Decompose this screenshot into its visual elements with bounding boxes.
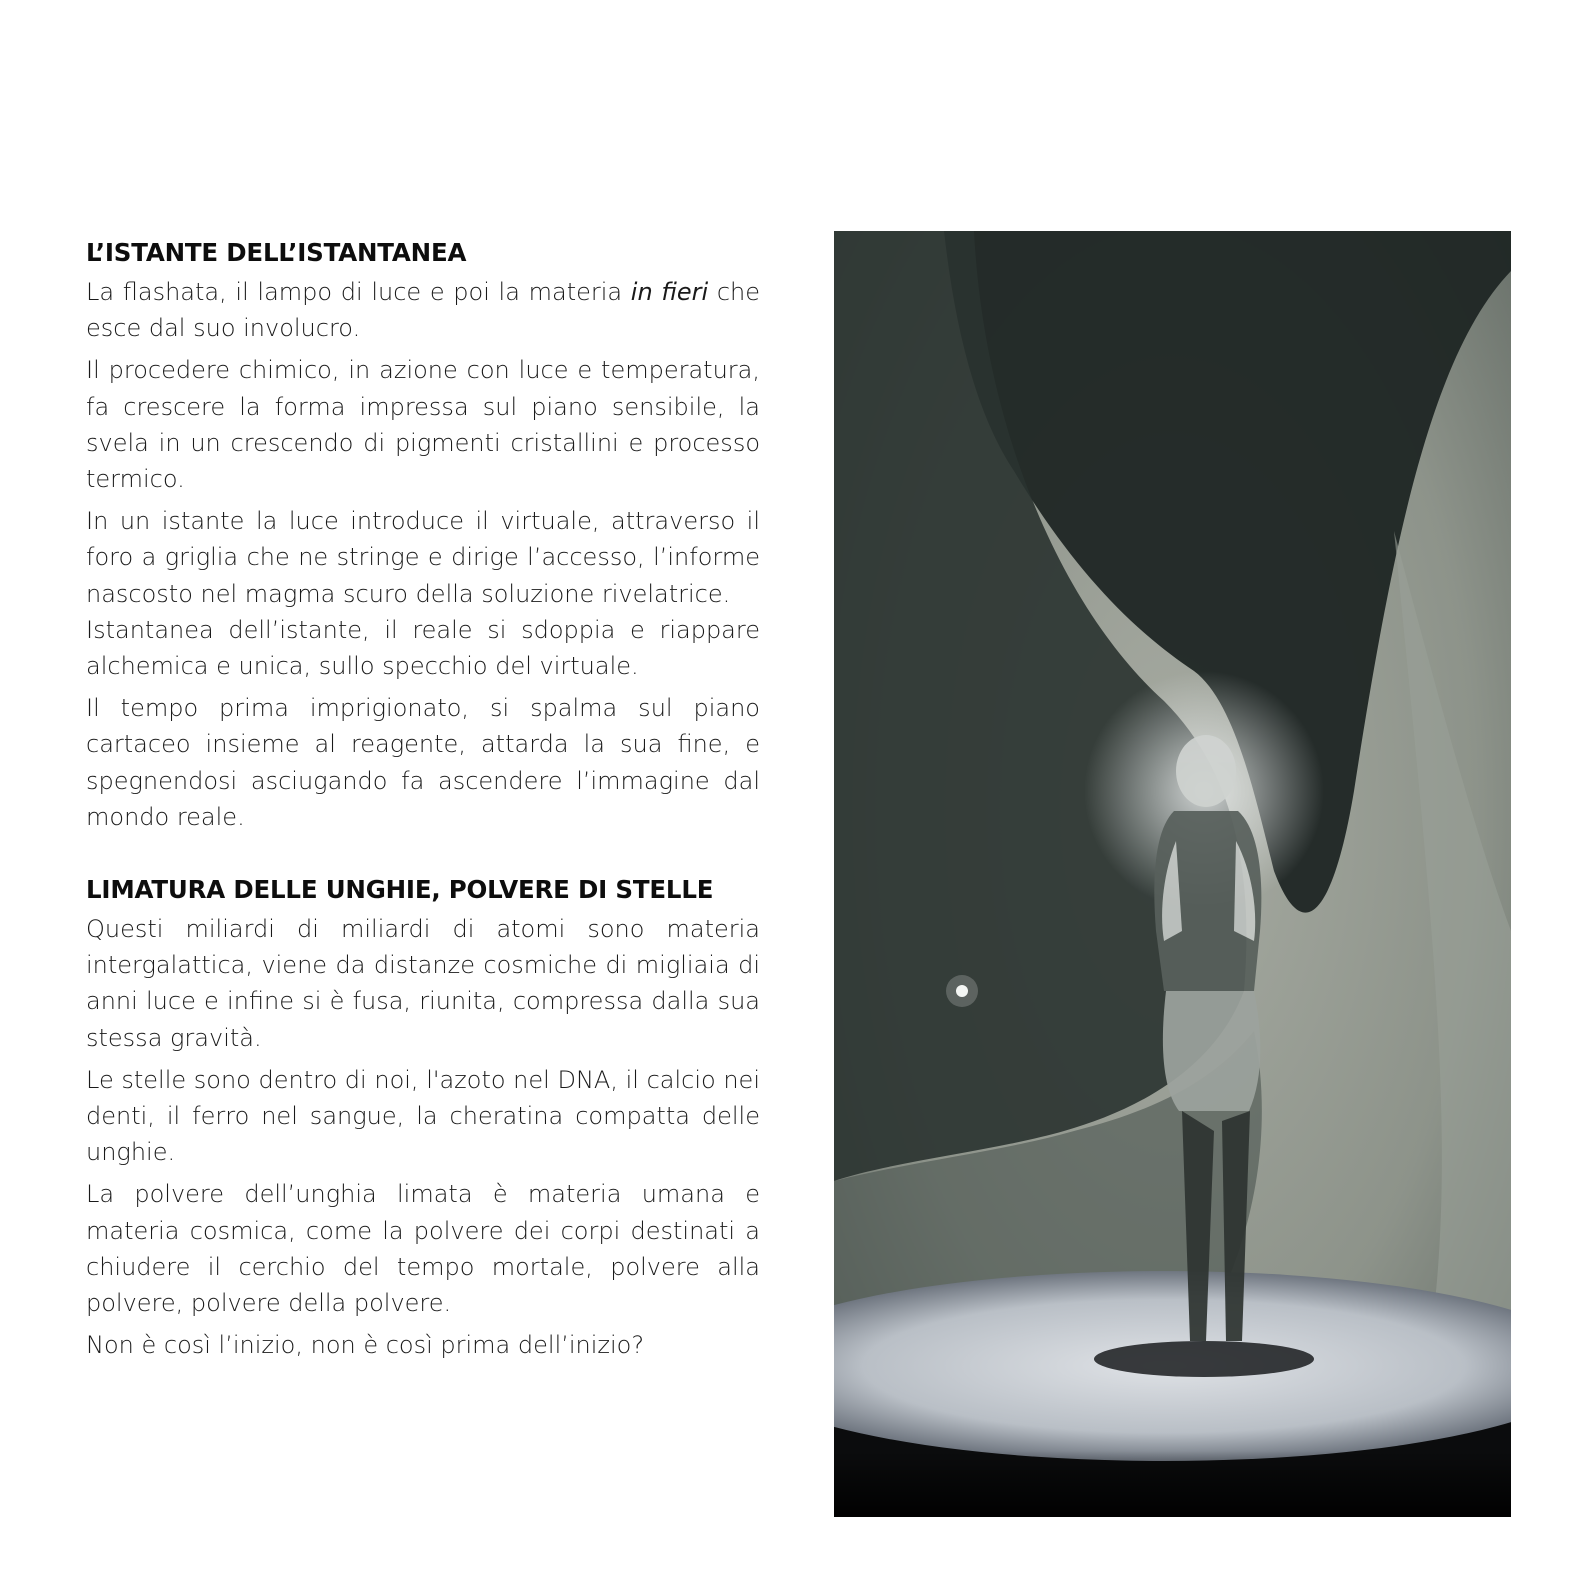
paragraph: La polvere dell’unghia limata è materia umana e materia cosmica, come la polvere dei corpi destinati a chiudere il cerchio del tempo mortale, polvere alla polvere, polvere della polvere. bbox=[86, 1180, 760, 1318]
photo-illustration bbox=[834, 231, 1511, 1517]
paragraph: Il procedere chimico, in azione con luce e temperatura, fa crescere la forma impressa sul piano sensibile, la svela in un crescendo di pigmenti cristallini e processo termico. bbox=[86, 356, 760, 494]
paragraph: Non è così l’inizio, non è così prima dell’inizio? bbox=[86, 1331, 645, 1360]
section-title-istante: L’ISTANTE DELL’ISTANTANEA bbox=[86, 238, 467, 267]
paragraph bbox=[86, 274, 760, 346]
paragraph: Questi miliardi di miliardi di atomi sono materia intergalattica, viene da distanze cosmiche di migliaia di anni luce e infine si è fusa, riunita, compressa dalla sua stessa gravità. bbox=[86, 915, 760, 1052]
text-column bbox=[86, 236, 760, 1369]
paragraph: In un istante la luce introduce il virtuale, attraverso il foro a griglia che ne stringe e dirige l’accesso, l’informe nascosto nel magma scuro della soluzione rivelatrice. bbox=[86, 507, 760, 608]
paragraph: Istantanea dell’istante, il reale si sdoppia e riappare alchemica e unica, sullo specchio del virtuale. bbox=[86, 615, 760, 681]
paragraph-text: La flashata, il lampo di luce e poi la materia bbox=[86, 278, 631, 306]
performance-photo bbox=[834, 231, 1511, 1517]
paragraph: Il tempo prima imprigionato, si spalma sul piano cartaceo insieme al reagente, attarda la sua fine, e spegnendosi asciugando fa ascendere l’immagine dal mondo reale. bbox=[86, 694, 760, 831]
paragraph: Le stelle sono dentro di noi, l'azoto nel DNA, il calcio nei denti, il ferro nel sangue, la cheratina compatta delle unghie. bbox=[86, 1065, 760, 1167]
italic-phrase: in fieri bbox=[630, 278, 709, 306]
section-title-limatura: LIMATURA DELLE UNGHIE, POLVERE DI STELLE bbox=[86, 875, 714, 905]
paragraph-text: che esce dal suo involucro. bbox=[86, 278, 761, 343]
